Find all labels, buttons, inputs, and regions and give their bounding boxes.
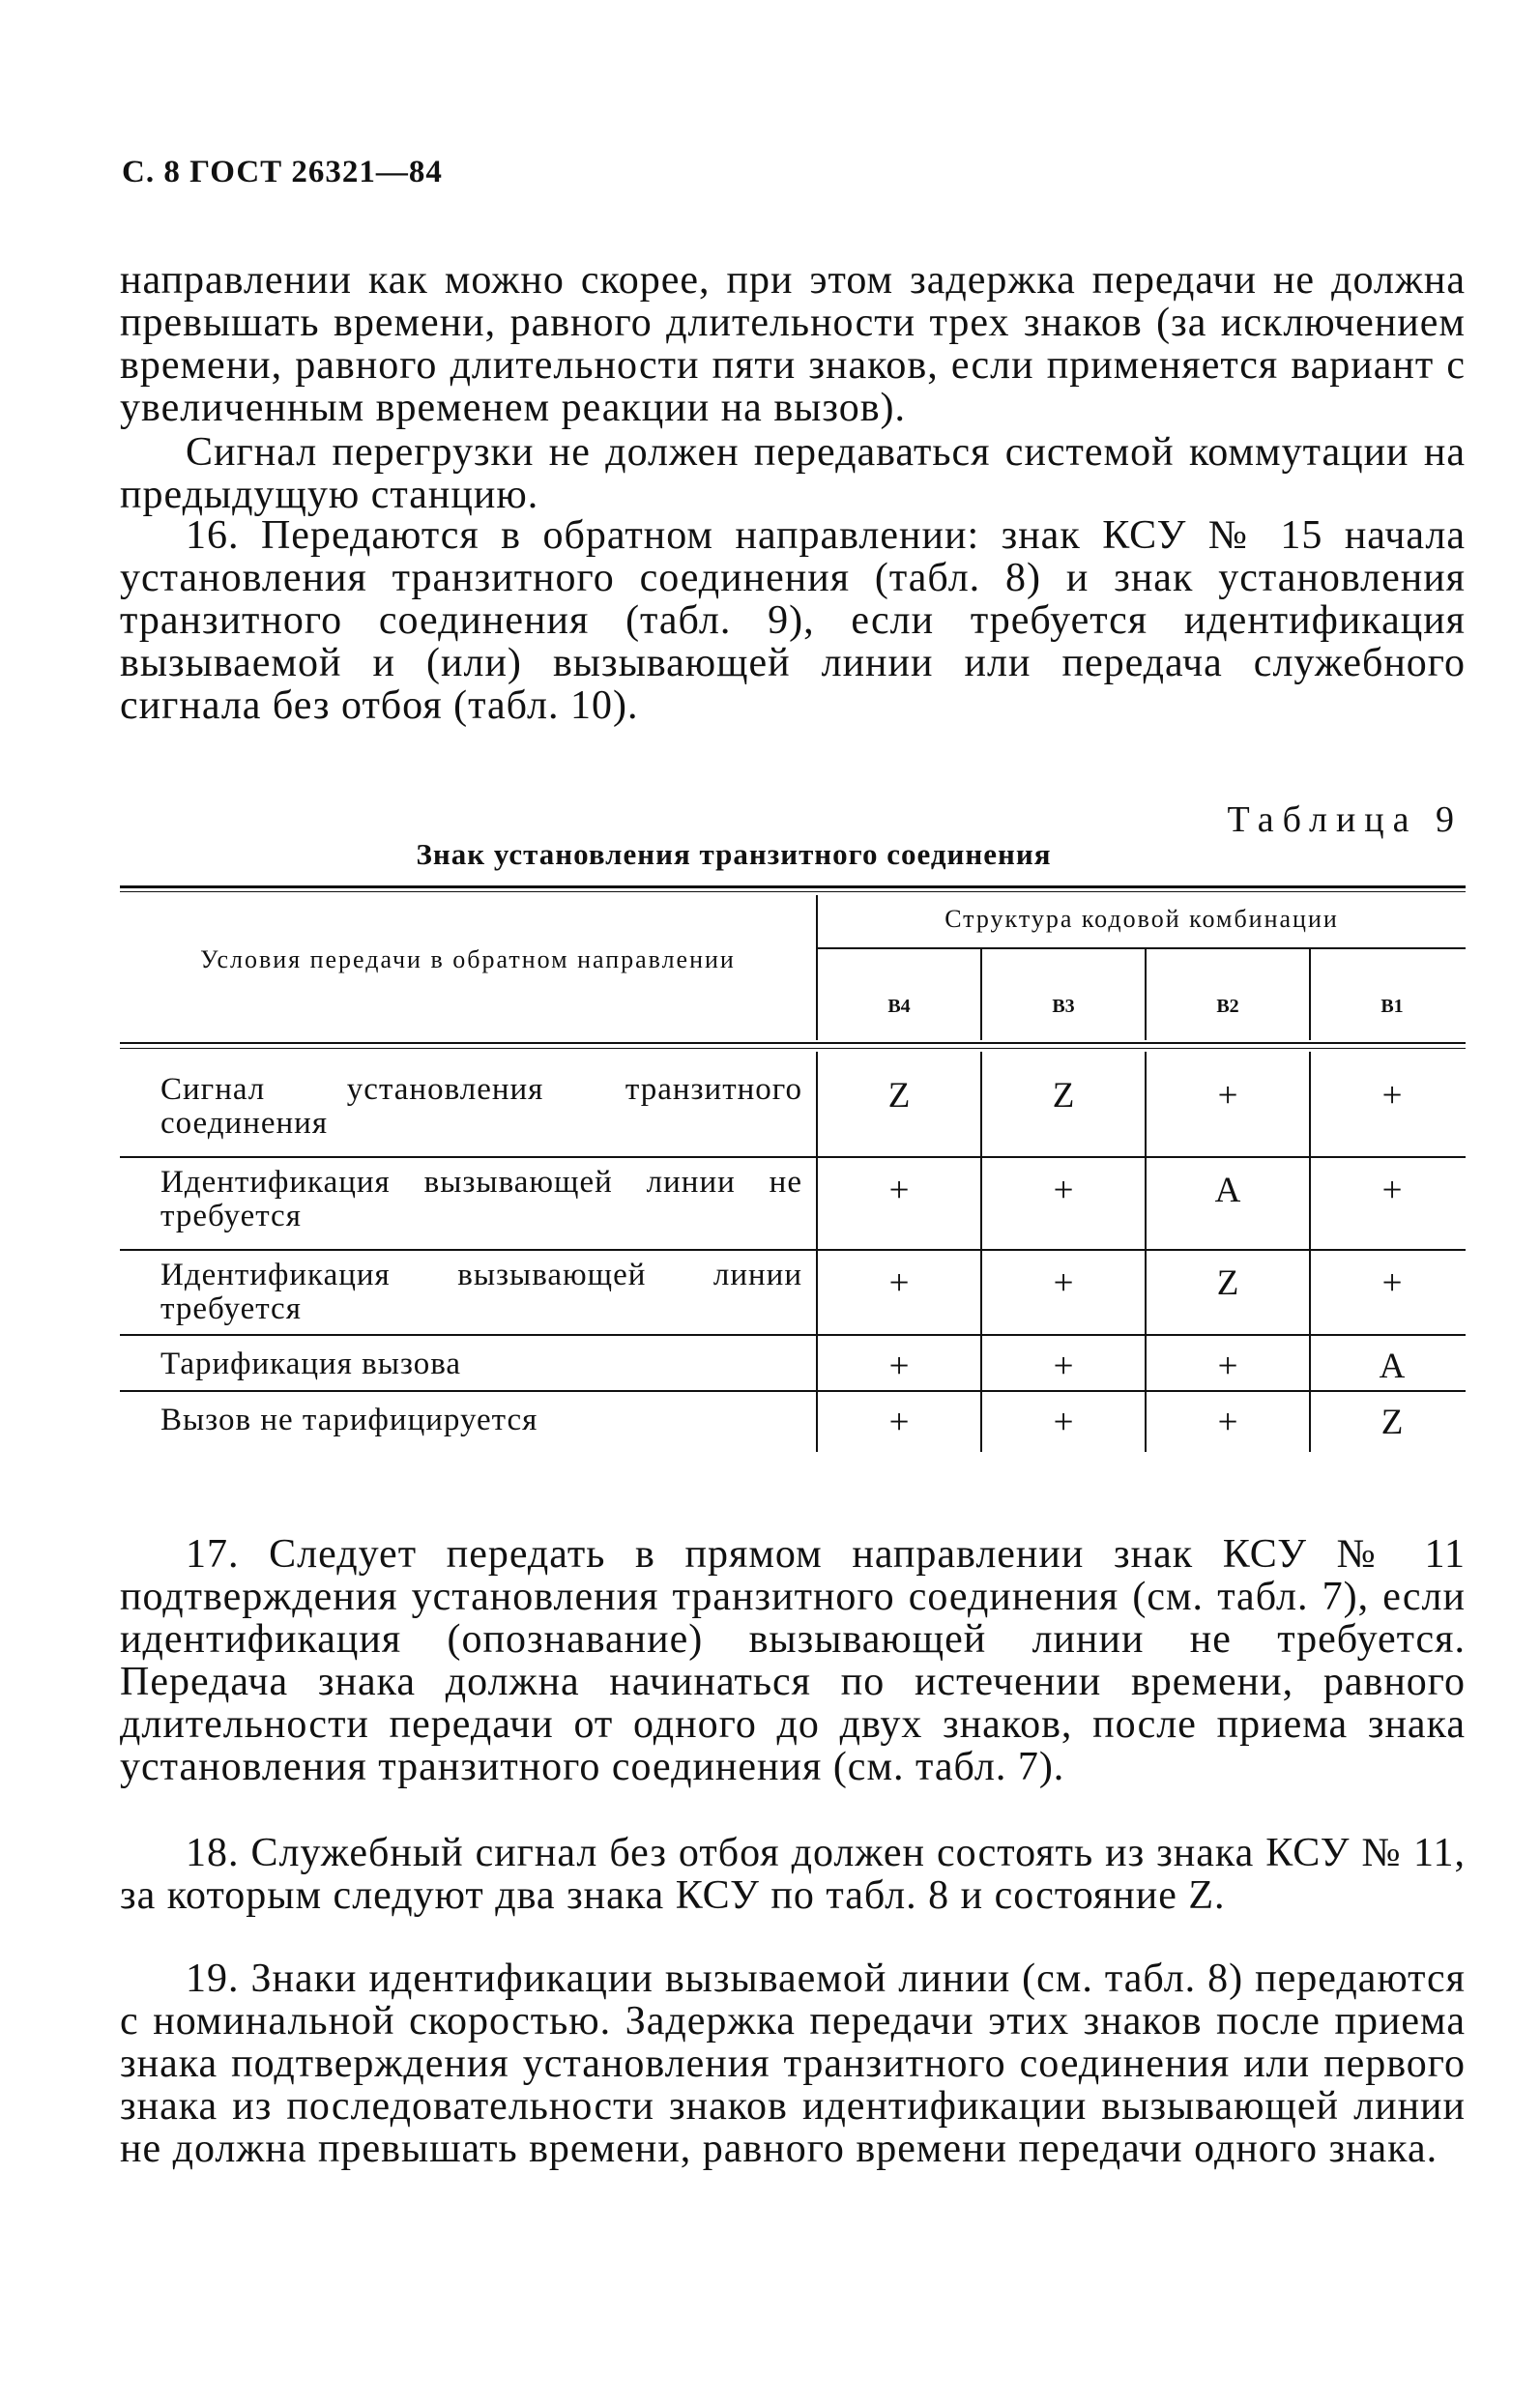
paragraph: 17. Следует передать в прямом направлении знак КСУ № 11 подтверждения установления транзитного соединения (см. табл. 7), если идентификация (опознавание) вызывающей линии не требуется. Передача знака должна начинаться по истечении времени, равного длительности передачи от одного до двух знаков, после приема знака установления транзитного соединения (см. табл. 7).	[120, 1532, 1466, 1789]
paragraph: 16. Передаются в обратном направлении: знак КСУ № 15 начала установления транзитного соединения (табл. 8) и знак установления транзитного соединения (табл. 9), если требуется идентификация вызываемой и (или) вызывающей линии или передача служебного сигнала без отбоя (табл. 10).	[120, 513, 1466, 728]
paragraph: 19. Знаки идентификации вызываемой линии (см. табл. 8) передаются с номинальной скоростью. Задержка передачи этих знаков после приема знака подтверждения установления транзитного соединения или первого знака из последовательности знаков идентификации вызывающей линии не должна превышать времени, равного времени передачи одного знака.	[120, 1957, 1466, 2171]
table-cell: +	[1053, 1263, 1074, 1303]
table-9	[120, 885, 1466, 1475]
column-header-b1: B1	[1380, 996, 1404, 1017]
paragraph: направлении как можно скорее, при этом задержка передачи не должна превышать времени, равного длительности трех знаков (за исключением времени, равного длительности пяти знаков, если применяется вариант с увеличенным временем реакции на вызов).	[120, 258, 1466, 430]
table-cell: +	[1381, 1263, 1403, 1303]
table-cell: +	[1217, 1347, 1238, 1386]
table-row-condition: Сигнал установления транзитного соединения	[160, 1072, 802, 1141]
table-cell: +	[888, 1263, 910, 1303]
table-cell: +	[1381, 1076, 1403, 1116]
table-cell: Z	[887, 1076, 911, 1116]
table-title: Знак установления транзитного соединения	[416, 837, 1052, 871]
table-cell: +	[1217, 1076, 1238, 1116]
paragraph: Сигнал перегрузки не должен передаваться системой коммутации на предыдущую станцию.	[120, 430, 1466, 517]
table-cell: +	[888, 1403, 910, 1442]
column-header-condition: Условия передачи в обратном направлении	[200, 945, 736, 973]
table-cell: +	[1217, 1403, 1238, 1442]
table-cell: A	[1379, 1347, 1406, 1386]
table-cell: Z	[1052, 1076, 1075, 1116]
table-cell: Z	[1216, 1263, 1239, 1303]
column-header-b2: B2	[1216, 996, 1239, 1017]
table-label: Таблица 9	[1227, 799, 1463, 840]
table-cell: +	[1381, 1171, 1403, 1210]
paragraph: 18. Служебный сигнал без отбоя должен состоять из знака КСУ № 11, за которым следуют два знака КСУ по табл. 8 и состояние Z.	[120, 1831, 1466, 1918]
column-header-structure: Структура кодовой комбинации	[944, 905, 1339, 933]
column-header-b4: B4	[887, 996, 911, 1017]
table-cell: +	[1053, 1347, 1074, 1386]
table-cell: +	[1053, 1171, 1074, 1210]
table-cell: Z	[1380, 1403, 1404, 1442]
table-cell: +	[888, 1171, 910, 1210]
table-row-condition: Тарификация вызова	[160, 1347, 462, 1381]
table-cell: A	[1214, 1171, 1241, 1210]
table-row-condition: Вызов не тарифицируется	[160, 1403, 538, 1437]
table-cell: +	[1053, 1403, 1074, 1442]
page-header: С. 8 ГОСТ 26321—84	[122, 155, 443, 189]
column-header-b3: B3	[1052, 996, 1075, 1017]
table-cell: +	[888, 1347, 910, 1386]
table-row-condition: Идентификация вызывающей линии требуется	[160, 1258, 802, 1326]
table-row-condition: Идентификация вызывающей линии не требуется	[160, 1165, 802, 1233]
